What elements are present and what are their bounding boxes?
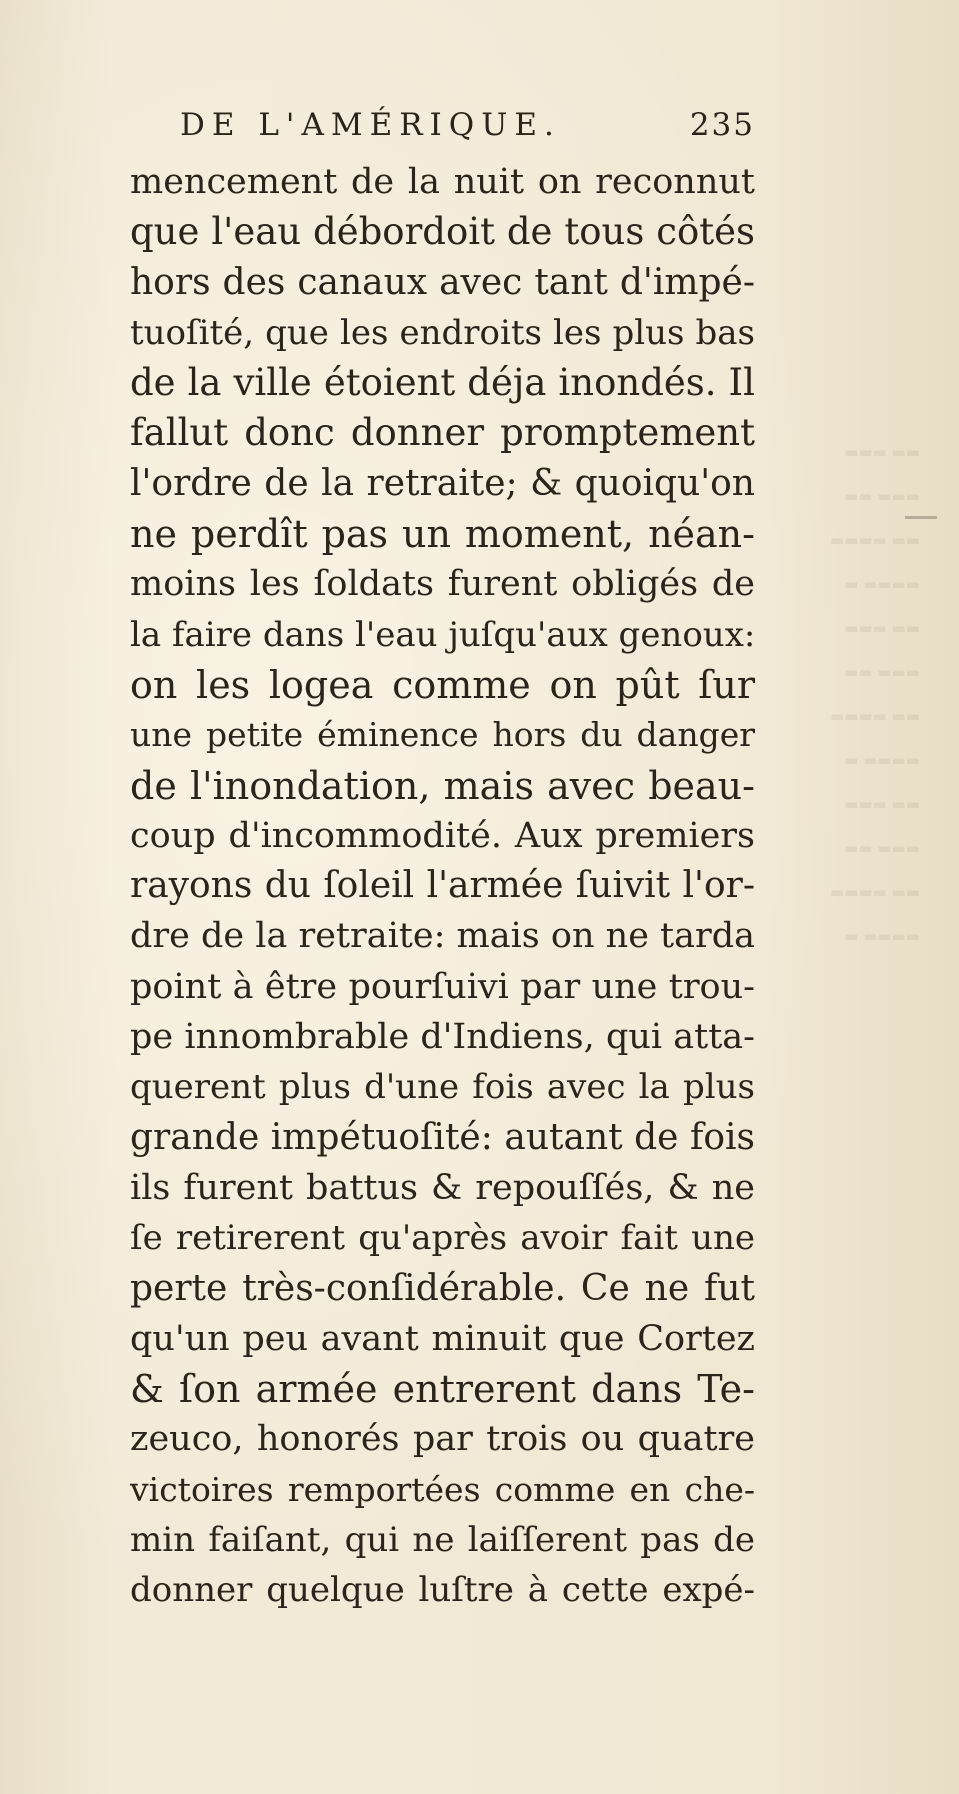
text-line: l'ordre de la retraite; & quoiqu'on: [130, 462, 755, 504]
text-line: victoires remportées comme en che-: [130, 1469, 755, 1509]
text-line: dre de la retraite: mais on ne tarda: [130, 916, 755, 957]
show-through-texture: ▬▬ ▬▬▬ ▬▬▬ ▬▬ ▬▬ ▬▬▬▬ ▬▬▬▬ ▬ ▬▬ ▬▬▬ ▬▬▬ ▬▬ ▬▬ ▬▬▬▬ ▬▬▬▬ ▬ ▬▬ ▬▬▬ ▬▬▬ ▬▬ ▬▬ ▬▬▬▬ ▬▬▬▬ ▬: [830, 443, 920, 945]
text-line: mencement de la nuit on reconnut: [130, 162, 755, 202]
running-head: DE L'AMÉRIQUE.: [180, 107, 561, 143]
text-line: coup d'incommodité. Aux premiers: [130, 815, 755, 856]
text-line: querent plus d'une fois avec la plus: [130, 1067, 755, 1108]
text-line: tuoſité, que les endroits les plus bas: [130, 312, 755, 353]
page-header: [180, 100, 755, 150]
text-line: rayons du ſoleil l'armée ſuivit l'or-: [130, 865, 755, 907]
text-line: ne perdît pas un moment, néan-: [130, 512, 755, 557]
text-line: pe innombrable d'Indiens, qui atta-: [130, 1017, 755, 1058]
text-line: perte très-conſidérable. Ce ne fut: [130, 1267, 755, 1309]
text-line: de la ville étoient déja inondés. Il: [130, 361, 755, 405]
text-line: min faiſant, qui ne laiſſerent pas de: [130, 1520, 755, 1561]
text-line: de l'inondation, mais avec beau-: [130, 763, 755, 808]
text-line: qu'un peu avant minuit que Cortez: [130, 1318, 755, 1359]
page-number: 235: [689, 107, 755, 143]
text-line: ſe retirerent qu'après avoir fait une: [130, 1218, 755, 1259]
text-line: la faire dans l'eau juſqu'aux genoux:: [130, 614, 756, 655]
text-line: ils furent battus & repouſſés, & ne: [130, 1167, 755, 1208]
body-text: [130, 157, 755, 1616]
text-line: fallut donc donner promptement: [130, 411, 755, 455]
margin-dash-mark: [905, 516, 937, 519]
text-line: & ſon armée entrerent dans Te-: [130, 1367, 755, 1412]
text-line: que l'eau débordoit de tous côtés: [130, 210, 755, 254]
text-line: hors des canaux avec tant d'impé-: [130, 261, 755, 303]
text-line: grande impétuoſité: autant de fois: [130, 1116, 755, 1158]
text-line: on les logea comme on pût ſur: [130, 662, 755, 707]
text-line: point à être pourſuivi par une trou-: [130, 966, 755, 1007]
text-line: une petite éminence hors du danger: [130, 715, 755, 755]
text-line: moins les ſoldats furent obligés de: [130, 564, 755, 605]
text-line: zeuco, honorés par trois ou quatre: [130, 1419, 755, 1460]
text-line: donner quelque luſtre à cette expé-: [130, 1570, 755, 1611]
